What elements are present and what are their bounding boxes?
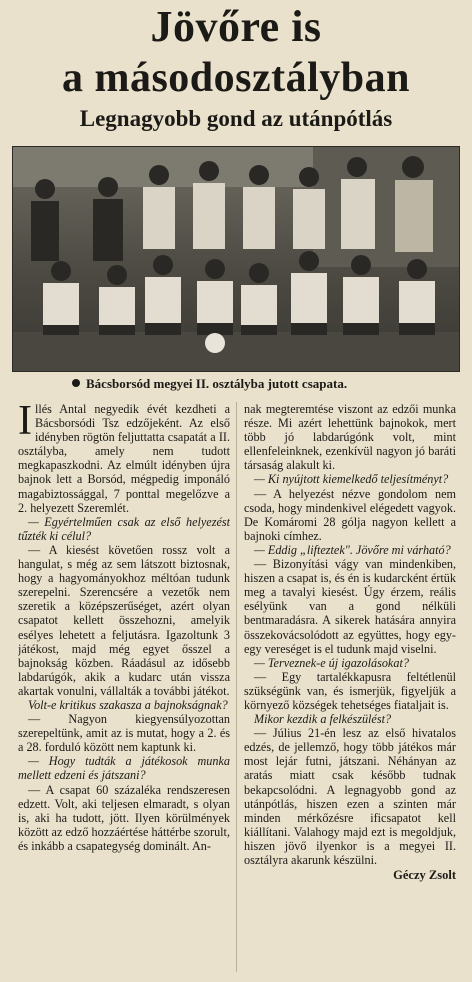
article-paragraph bbox=[244, 670, 456, 712]
article-column-left bbox=[18, 402, 230, 980]
headline-line-1: Jövőre is bbox=[150, 2, 322, 51]
author-byline: Géczy Zsolt bbox=[393, 868, 456, 883]
paragraph-text: — Ki nyújtott kiemelkedő teljesítményt? bbox=[254, 472, 449, 487]
paragraph-text: — Terveznek-e új igazolásokat? bbox=[254, 655, 409, 670]
question-paragraph bbox=[18, 515, 230, 543]
column-divider bbox=[236, 402, 237, 972]
paragraph-text: — Bizonyítási vágy van mindenkiben, hiszen a csapat is, és én is kudarcként értük meg a tavalyi kiesést. Úgy érzem, reális esélyünk van a gond nélküli bentmaradásra. A sikerek hatására annyira összekovácsolódott az együttes, hogy egy-egy vereséget is el tudunk majd viselni. bbox=[244, 557, 456, 656]
team-photo bbox=[12, 146, 460, 372]
question-paragraph bbox=[244, 472, 456, 486]
paragraph-text: — Nagyon kiegyensúlyozottan szerepeltünk, amit az is mutat, hogy a 2. és a 28. forduló között nem kaptunk ki. bbox=[18, 712, 230, 755]
question-paragraph bbox=[244, 543, 456, 557]
paragraph-text: — Július 21-én lesz az első hivatalos edzés, de jellemző, hogy több játékos már most lejár futni, játszani. Néhányan az aratás miatt csak később tudnak bekapcsolódni. A legnagyobb gond az utánpótlás, hiszen ezen a szinten már minden mérkőzésre ificsapatot kell kiállítani. Valahogy majd ezt is megoldjuk, hiszen jövő ilyenkor is a megyei II. osztályra akarunk készülni. bbox=[244, 726, 456, 867]
article-paragraph bbox=[18, 402, 230, 515]
question-paragraph bbox=[244, 712, 456, 726]
paragraph-text: llés Antal negyedik évét kezdheti a Bácsborsódi Tsz edzőjeként. Az első idényben rögtön feljuttatta csapatát a II. osztályba, amely nem tudott megkapaszkodni. Az elmúlt idényben újra bajnok lett a Borsód, mégpedig imponáló magabiztossággal, 7 ponttal megelőzve a 2. helyezett Szeremlét. bbox=[18, 402, 230, 515]
drop-cap: I bbox=[18, 402, 32, 444]
question-paragraph bbox=[244, 656, 456, 670]
photo-caption bbox=[72, 376, 452, 392]
article-paragraph bbox=[244, 487, 456, 543]
headline-line-2: a másodosztályban bbox=[61, 55, 411, 101]
article-column-right bbox=[244, 402, 456, 980]
photo-caption-text: Bácsborsód megyei II. osztályba jutott csapata. bbox=[86, 376, 348, 391]
article-paragraph bbox=[244, 557, 456, 656]
paragraph-text: — A helyezést nézve gondolom nem csoda, hogy mindenkivel elégedett vagyok. De Komáromi 28 gólja nagyon kellett a bajnoki címhez. bbox=[244, 486, 456, 543]
paragraph-text: — Eddig „lifteztek". Jövőre mi várható? bbox=[254, 542, 451, 557]
article-paragraph bbox=[18, 712, 230, 754]
team-photo-icon bbox=[13, 147, 459, 371]
bullet-icon bbox=[72, 379, 80, 387]
paragraph-text: — A kiesést követően rossz volt a hangulat, s még az sem látszott biztosnak, hogy a hagyományokhoz méltóan tudunk szerepelni. Szerencsére a vezetők nem szeretik a középszerűséget, azért olyan csapatot kellett összehozni, amelyik esélyes lehetett a feljutásra. Igazoltunk 3 játékost, majd még egyet ősszel a bajnokság közben. Ráadásul az idősebb labdarúgók, akik a kudarc után vissza akartak vonulni, vállalták a további játékot. bbox=[18, 542, 230, 698]
article-paragraph bbox=[244, 402, 456, 472]
paragraph-text: — Egyértelműen csak az első helyezést tűzték ki célul? bbox=[18, 514, 230, 543]
paragraph-text: nak megteremtése viszont az edzői munka része. Mi azért lehettünk bajnokok, mert több jó labdarúgónk volt, mint ellenfeleinknek, ezenkívül nagyon jó baráti társaság alakult ki. bbox=[244, 402, 456, 473]
subheadline: Legnagyobb gond az utánpótlás bbox=[79, 106, 393, 131]
paragraph-text: — A csapat 60 százaléka rendszeresen edzett. Volt, aki teljesen elmaradt, s olyan is, aki ha tudott, jött. Ilyen körülmények között az edző hozzáértése háttérbe szorult, és inkább a csapategység dominált. An- bbox=[18, 782, 230, 853]
paragraph-text: — Egy tartalékkapusra feltétlenül szükségünk van, és ismerjük, figyeljük a környező községek tehetséges fiataljait is. bbox=[244, 669, 456, 712]
question-paragraph bbox=[18, 698, 230, 712]
article-paragraph bbox=[18, 783, 230, 853]
article-paragraph bbox=[18, 543, 230, 698]
paragraph-text: — Hogy tudták a játékosok munka mellett edzeni és játszani? bbox=[18, 754, 230, 783]
paragraph-text: Volt-e kritikus szakasza a bajnokságnak? bbox=[28, 697, 228, 712]
question-paragraph bbox=[18, 754, 230, 782]
paragraph-text: Mikor kezdik a felkészülést? bbox=[254, 712, 392, 727]
article-paragraph bbox=[244, 726, 456, 867]
